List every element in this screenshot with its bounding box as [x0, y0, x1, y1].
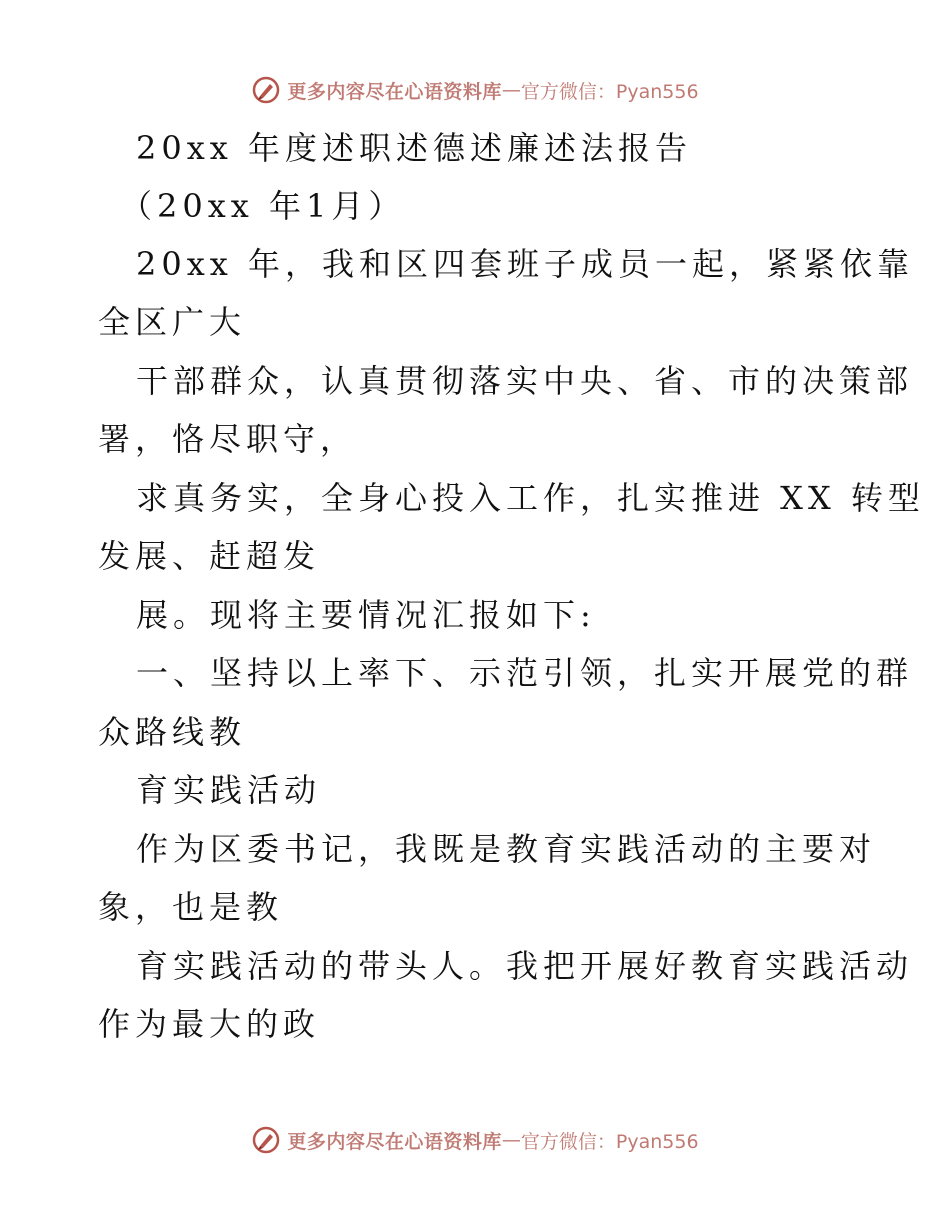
header-watermark — [0, 70, 950, 110]
document-title: 20xx 年度述职述德述廉述法报告 — [136, 129, 692, 167]
footer-watermark — [0, 1120, 950, 1160]
paragraph-line: 全区广大 — [98, 303, 247, 341]
document-date: （20xx 年1月） — [120, 187, 406, 225]
watermark-separator: — — [501, 79, 521, 101]
paragraph-line: 20xx 年，我和区四套班子成员一起，紧紧依靠 — [136, 245, 914, 283]
paragraph-line: 育实践活动的带头人。我把开展好教育实践活动 — [136, 947, 914, 985]
section-heading: 育实践活动 — [136, 771, 322, 809]
watermark-slogan: 更多内容尽在心语资料库 — [287, 80, 502, 103]
pen-logo-icon — [251, 1125, 281, 1155]
watermark-slogan: 更多内容尽在心语资料库 — [287, 1130, 502, 1153]
pen-logo-icon — [251, 75, 281, 105]
section-heading: 一、坚持以上率下、示范引领，扎实开展党的群 — [136, 654, 914, 692]
paragraph-line: 求真务实，全身心投入工作，扎实推进 XX 转型 — [136, 479, 925, 517]
paragraph-line: 署，恪尽职守， — [98, 420, 358, 458]
watermark-wechat: 官方微信：Pyan556 — [520, 80, 699, 103]
paragraph-line: 作为最大的政 — [98, 1005, 321, 1043]
paragraph-line: 干部群众，认真贯彻落实中央、省、市的决策部 — [136, 362, 914, 400]
paragraph-line: 象，也是教 — [98, 888, 284, 926]
paragraph-line: 发展、赶超发 — [98, 537, 321, 575]
watermark-wechat: 官方微信：Pyan556 — [520, 1130, 699, 1153]
paragraph-line: 作为区委书记，我既是教育实践活动的主要对 — [136, 830, 877, 868]
watermark-separator: — — [501, 1129, 521, 1151]
section-heading: 众路线教 — [98, 713, 247, 751]
paragraph-line: 展。现将主要情况汇报如下: — [136, 596, 596, 634]
